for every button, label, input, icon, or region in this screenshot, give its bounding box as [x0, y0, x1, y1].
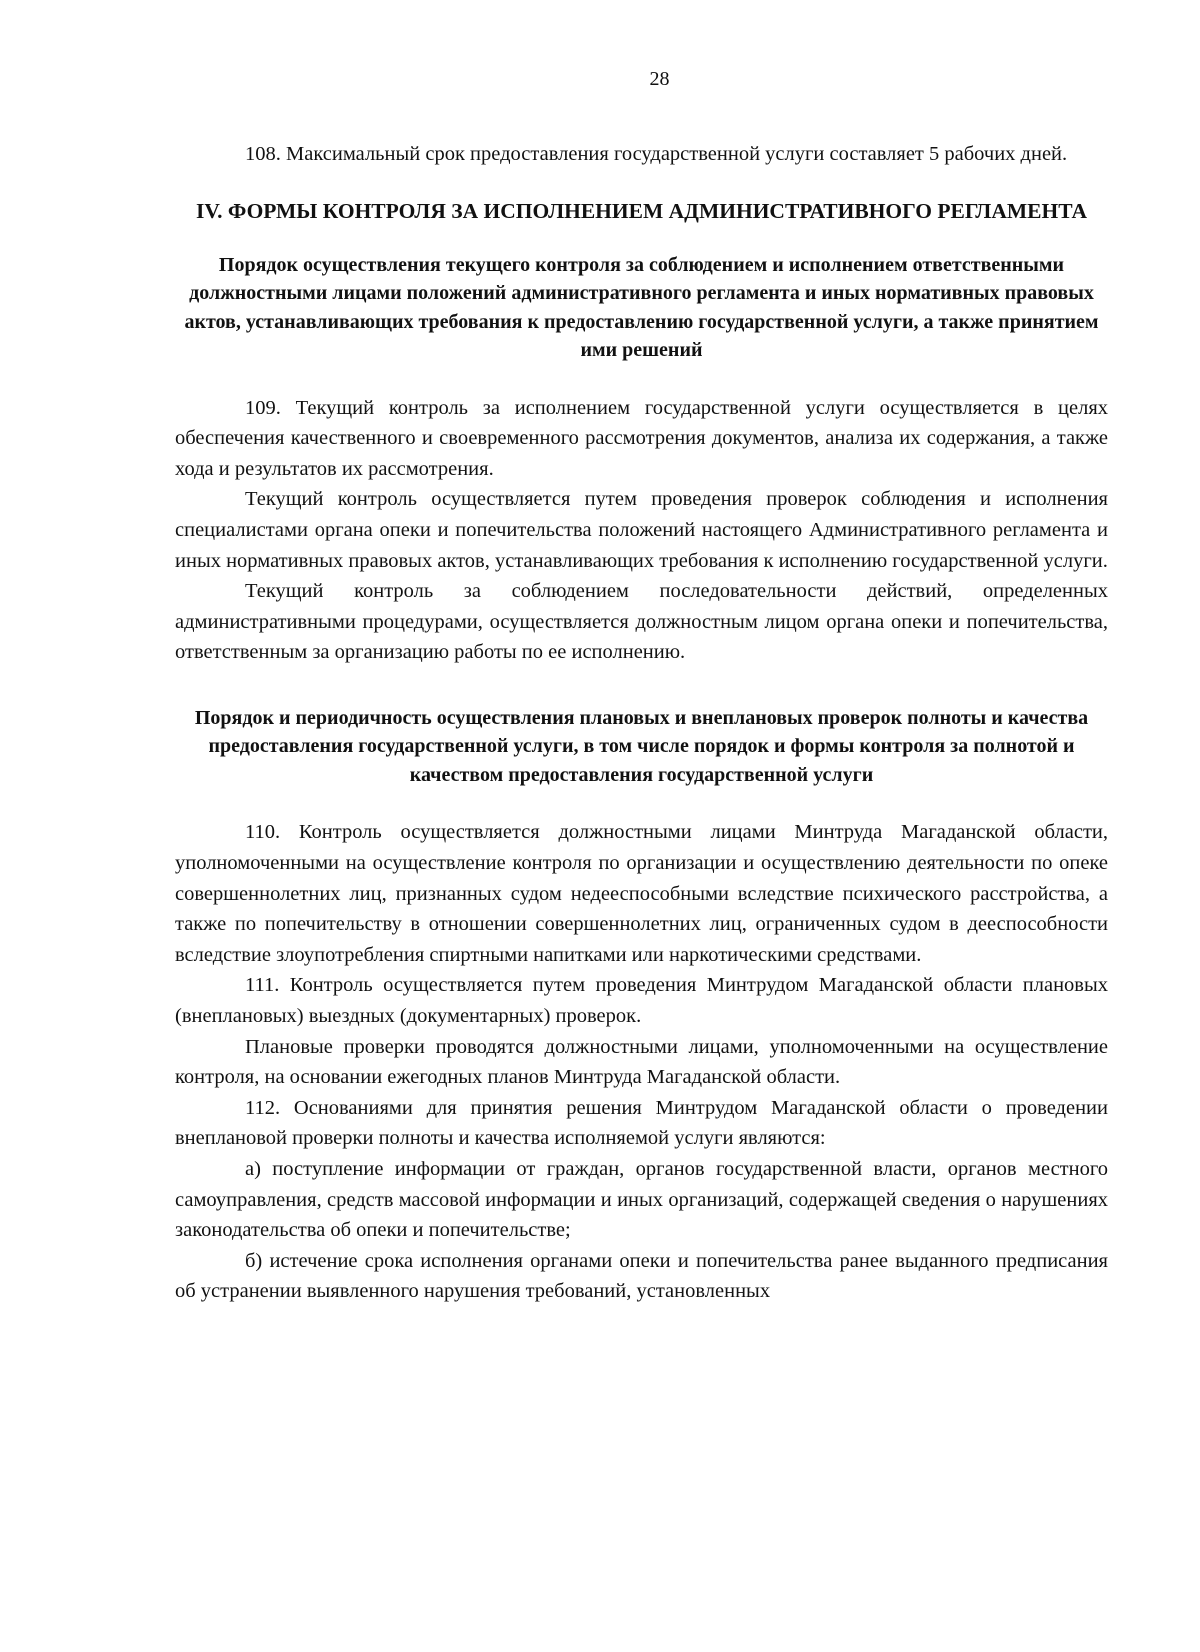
paragraph-109: 109. Текущий контроль за исполнением государственной услуги осуществляется в целях обеспечения качественного и своевременного рассмотрения документов, анализа их содержания, а также хода и результатов их рассмотрения. — [175, 396, 1108, 480]
paragraph-110: 110. Контроль осуществляется должностными лицами Минтруда Магаданской области, уполномоченными на осуществление контроля по организации и осуществлению деятельности по опеке совершеннолетних лиц, признанных судом недееспособными вследствие психического расстройства, а также по попечительству в отношении совершеннолетних лиц, ограниченных судом в дееспособности вследствие злоупотребления спиртными напитками или наркотическими средствами. — [175, 821, 1108, 966]
paragraph-112-a: а) поступление информации от граждан, органов государственной власти, органов местного самоуправления, средств массовой информации и иных организаций, содержащей сведения о нарушениях законодательства об опеки и попечительстве; — [175, 1157, 1108, 1242]
paragraph-111-b: Плановые проверки проводятся должностными лицами, уполномоченными на осуществление контроля, на основании ежегодных планов Минтруда Магаданской области. — [175, 1035, 1108, 1089]
paragraph-109-b: Текущий контроль осуществляется путем проведения проверок соблюдения и исполнения специалистами органа опеки и попечительства положений настоящего Административного регламента и иных нормативных правовых актов, устанавливающих требования к исполнению государственной услуги. — [175, 488, 1108, 572]
paragraph-108: 108. Максимальный срок предоставления государственной услуги составляет 5 рабочих дней. — [245, 143, 1068, 165]
subsection-title-planned-checks: Порядок и периодичность осуществления плановых и внеплановых проверок полноты и качества предоставления государственной услуги, в том числе порядок и формы контроля за полнотой и качеством предоставления государственной услуги — [194, 706, 1089, 786]
subsection-title-current-control: Порядок осуществления текущего контроля за соблюдением и исполнением ответственными должностными лицами положений административного регламента и иных нормативных правовых актов, устанавливающих требования к предоставлению государственной услуги, а также принятием ими решений — [184, 253, 1099, 362]
page-number: 28 — [649, 68, 670, 90]
section-title-iv: IV. ФОРМЫ КОНТРОЛЯ ЗА ИСПОЛНЕНИЕМ АДМИНИСТРАТИВНОГО РЕГЛАМЕНТА — [195, 198, 1088, 223]
paragraph-112-b: б) истечение срока исполнения органами опеки и попечительства ранее выданного предписания об устранении выявленного нарушения требований, установленных — [175, 1249, 1108, 1303]
paragraph-112: 112. Основаниями для принятия решения Минтрудом Магаданской области о проведении внеплановой проверки полноты и качества исполняемой услуги являются: — [175, 1096, 1108, 1150]
paragraph-109-c: Текущий контроль за соблюдением последовательности действий, определенных административными процедурами, осуществляется должностным лицом органа опеки и попечительства, ответственным за организацию работы по ее исполнению. — [175, 580, 1108, 664]
paragraph-111: 111. Контроль осуществляется путем проведения Минтрудом Магаданской области плановых (внеплановых) выездных (документарных) проверок. — [175, 974, 1108, 1027]
